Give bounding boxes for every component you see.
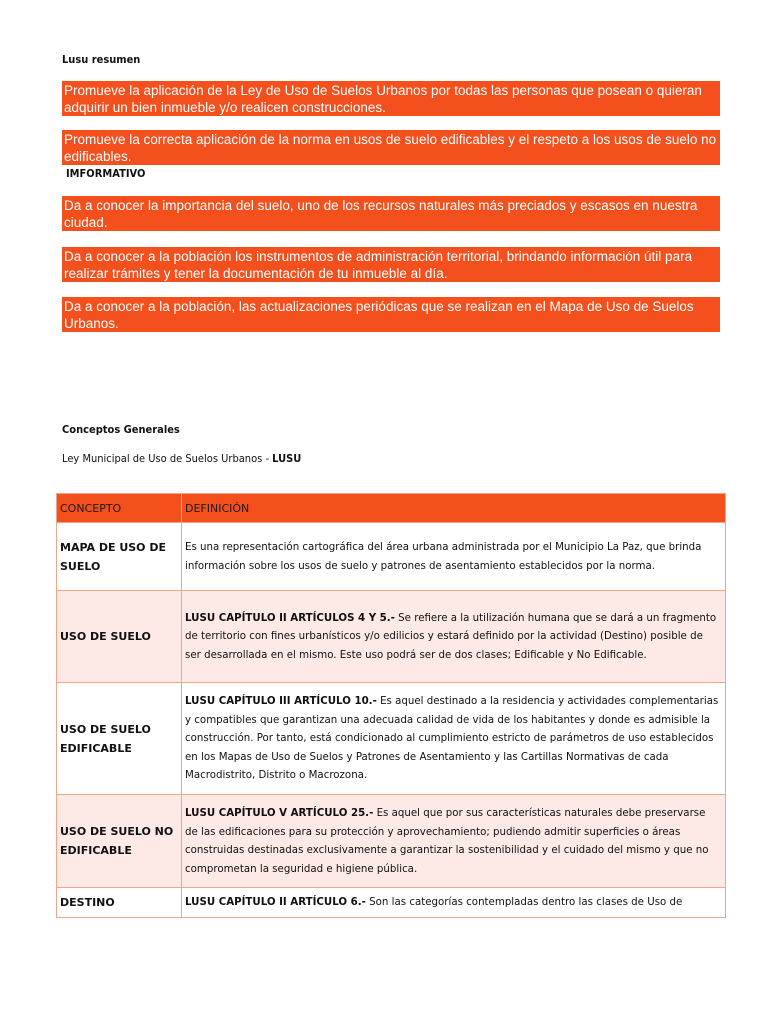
row-text: Se refiere a la utilización humana que se dará a un fragmento de territorio con fines urbanísticos y/o edilicios y estará definido por la actividad (Destino) posible de ser desarrollada en el mismo. Este uso podrá ser de dos clases; Edificable y No Edificable. bbox=[185, 610, 717, 661]
row-text: Son las categorías contempladas dentro las clases de Uso de bbox=[365, 895, 683, 909]
informativo-block-3: Da a conocer a la población, las actualizaciones periódicas que se realizan en el Mapa de Uso de Suelos Urbanos. bbox=[62, 297, 720, 332]
table-row bbox=[57, 888, 726, 918]
row-definicion bbox=[182, 591, 726, 683]
header-definicion: DEFINICIÓN bbox=[182, 494, 726, 523]
informativo-block-2: Da a conocer a la población los instrumentos de administración territorial, brindando información útil para realizar trámites y tener la documentación de tu inmueble al día. bbox=[62, 247, 720, 282]
table-row bbox=[57, 683, 726, 795]
row-definicion bbox=[182, 795, 726, 888]
table-row bbox=[57, 523, 726, 591]
row-concepto: USO DE SUELO EDIFICABLE bbox=[57, 683, 182, 795]
row-definicion bbox=[182, 683, 726, 795]
ley-abbr: LUSU bbox=[272, 452, 302, 465]
row-concepto: DESTINO bbox=[57, 888, 182, 918]
row-text: Es aquel que por sus características naturales debe preservarse de las edificaciones para su protección y aprovechamiento; pudiendo admitir superficies o áreas construidas destinadas exclusivamente a garantizar la sostenibilidad y el cuidado del mismo y que no comprometan la seguridad e higiene pública. bbox=[185, 806, 709, 875]
heading-lusu-resumen: Lusu resumen bbox=[62, 53, 141, 66]
row-definicion bbox=[182, 888, 726, 918]
row-concepto: MAPA DE USO DE SUELO bbox=[57, 523, 182, 591]
table-row bbox=[57, 795, 726, 888]
concepts-table bbox=[56, 493, 726, 918]
informativo-block-1: Da a conocer la importancia del suelo, uno de los recursos naturales más preciados y escasos en nuestra ciudad. bbox=[62, 196, 720, 231]
row-text: Es una representación cartográfica del área urbana administrada por el Municipio La Paz, que brinda información sobre los usos de suelo y patrones de asentamiento establecidos por la norma. bbox=[185, 540, 702, 572]
row-text: Es aquel destinado a la residencia y actividades complementarias y compatibles que garantizan una adecuada calidad de vida de los habitantes y donde es admisible la construcción. Por tanto, está condicionado al cumplimiento estricto de parámetros de uso establecidos en los Mapas de Uso de Suelos y Patrones de Asentamiento y las Cartillas Normativas de cada Macrodistrito, Distrito o Macrozona. bbox=[185, 694, 719, 782]
table-header-row bbox=[57, 494, 726, 523]
promueve-block-2: Promueve la correcta aplicación de la norma en usos de suelo edificables y el respeto a los usos de suelo no edificables. bbox=[62, 130, 720, 165]
row-ref: LUSU CAPÍTULO II ARTÍCULOS 4 Y 5.- bbox=[185, 610, 395, 624]
promueve-block-1: Promueve la aplicación de la Ley de Uso de Suelos Urbanos por todas las personas que posean o quieran adquirir un bien inmueble y/o realicen construcciones. bbox=[62, 81, 720, 116]
ley-title-text: Ley Municipal de Uso de Suelos Urbanos - bbox=[62, 452, 273, 465]
row-concepto: USO DE SUELO NO EDIFICABLE bbox=[57, 795, 182, 888]
conceptos-generales-title: Conceptos Generales bbox=[62, 423, 180, 436]
row-concepto: USO DE SUELO bbox=[57, 591, 182, 683]
ley-municipal-title bbox=[62, 452, 301, 465]
row-ref: LUSU CAPÍTULO V ARTÍCULO 25.- bbox=[185, 806, 374, 819]
informativo-label: IMFORMATIVO bbox=[66, 167, 146, 180]
header-concepto: CONCEPTO bbox=[57, 494, 182, 523]
table-row bbox=[57, 591, 726, 683]
row-definicion bbox=[182, 523, 726, 591]
row-ref: LUSU CAPÍTULO III ARTÍCULO 10.- bbox=[185, 694, 377, 708]
row-ref: LUSU CAPÍTULO II ARTÍCULO 6.- bbox=[185, 895, 366, 909]
